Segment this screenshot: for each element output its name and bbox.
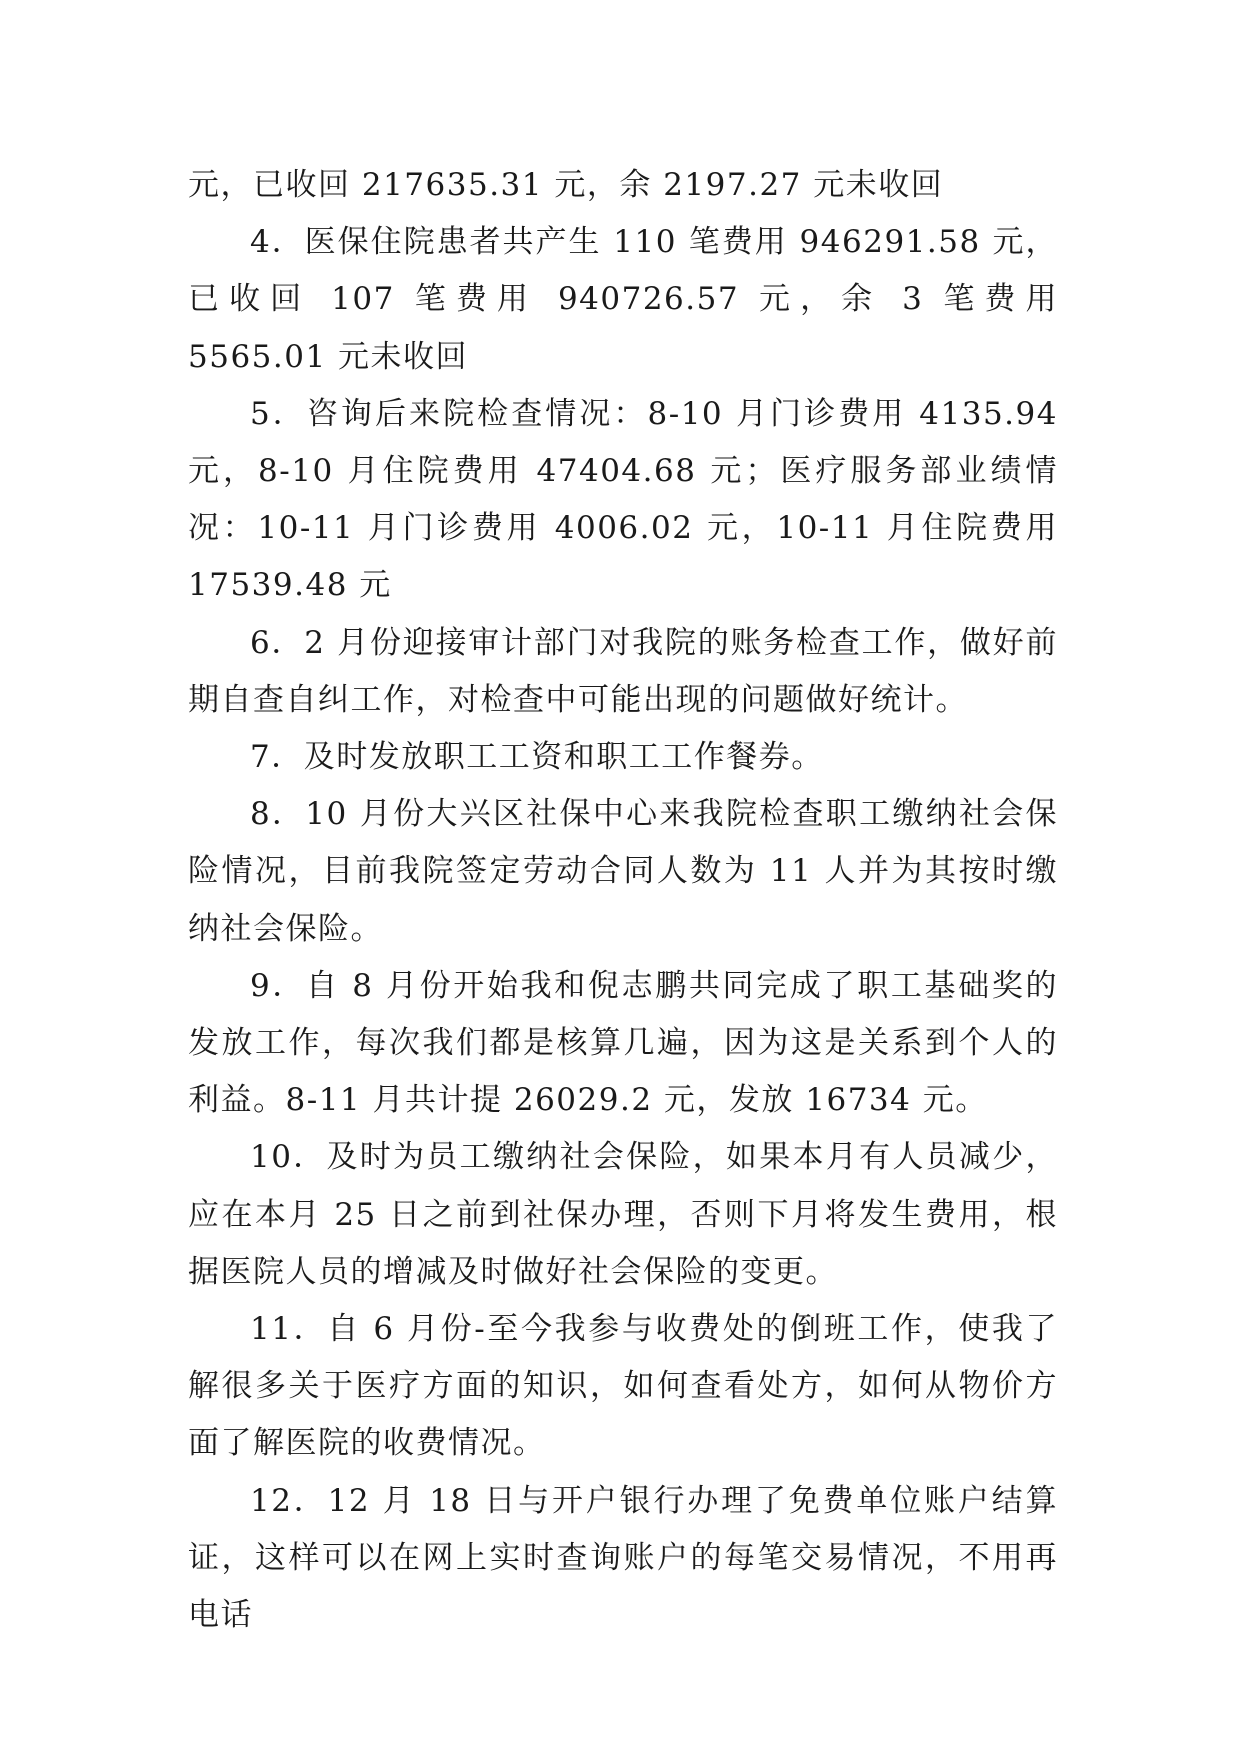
paragraph-item-9: 9．自 8 月份开始我和倪志鹏共同完成了职工基础奖的发放工作，每次我们都是核算几遍，因为这是关系到个人的利益。8-11 月共计提 26029.2 元，发放 16734 元。 [188,967,1058,1119]
paragraph-item-10: 10．及时为员工缴纳社会保险，如果本月有人员减少，应在本月 25 日之前到社保办理，否则下月将发生费用，根据医院人员的增减及时做好社会保险的变更。 [188,1139,1058,1290]
paragraph-item-7: 7．及时发放职工工资和职工工作餐券。 [250,739,824,776]
paragraph-item-5: 5．咨询后来院检查情况：8-10 月门诊费用 4135.94 元，8-10 月住院费用 47404.68 元；医疗服务部业绩情况：10-11 月门诊费用 4006.02 元，10-11 月住院费用 17539.48 元 [188,395,1058,604]
paragraph-item-8: 8．10 月份大兴区社保中心来我院检查职工缴纳社会保险情况，目前我院签定劳动合同人数为 11 人并为其按时缴纳社会保险。 [188,796,1058,947]
paragraph-item-11: 11．自 6 月份-至今我参与收费处的倒班工作，使我了解很多关于医疗方面的知识，如何查看处方，如何从物价方面了解医院的收费情况。 [188,1311,1058,1462]
document-body [188,157,1058,1644]
paragraph-item-4: 4．医保住院患者共产生 110 笔费用 946291.58 元，已收回 107 笔费用 940726.57 元，余 3 笔费用 5565.01 元未收回 [188,224,1058,375]
paragraph-item-12: 12．12 月 18 日与开户银行办理了免费单位账户结算证，这样可以在网上实时查询账户的每笔交易情况，不用再电话 [188,1482,1058,1634]
paragraph-continued: 元，已收回 217635.31 元，余 2197.27 元未收回 [188,167,944,203]
paragraph-item-6: 6．2 月份迎接审计部门对我院的账务检查工作，做好前期自查自纠工作，对检查中可能出现的问题做好统计。 [188,624,1058,718]
